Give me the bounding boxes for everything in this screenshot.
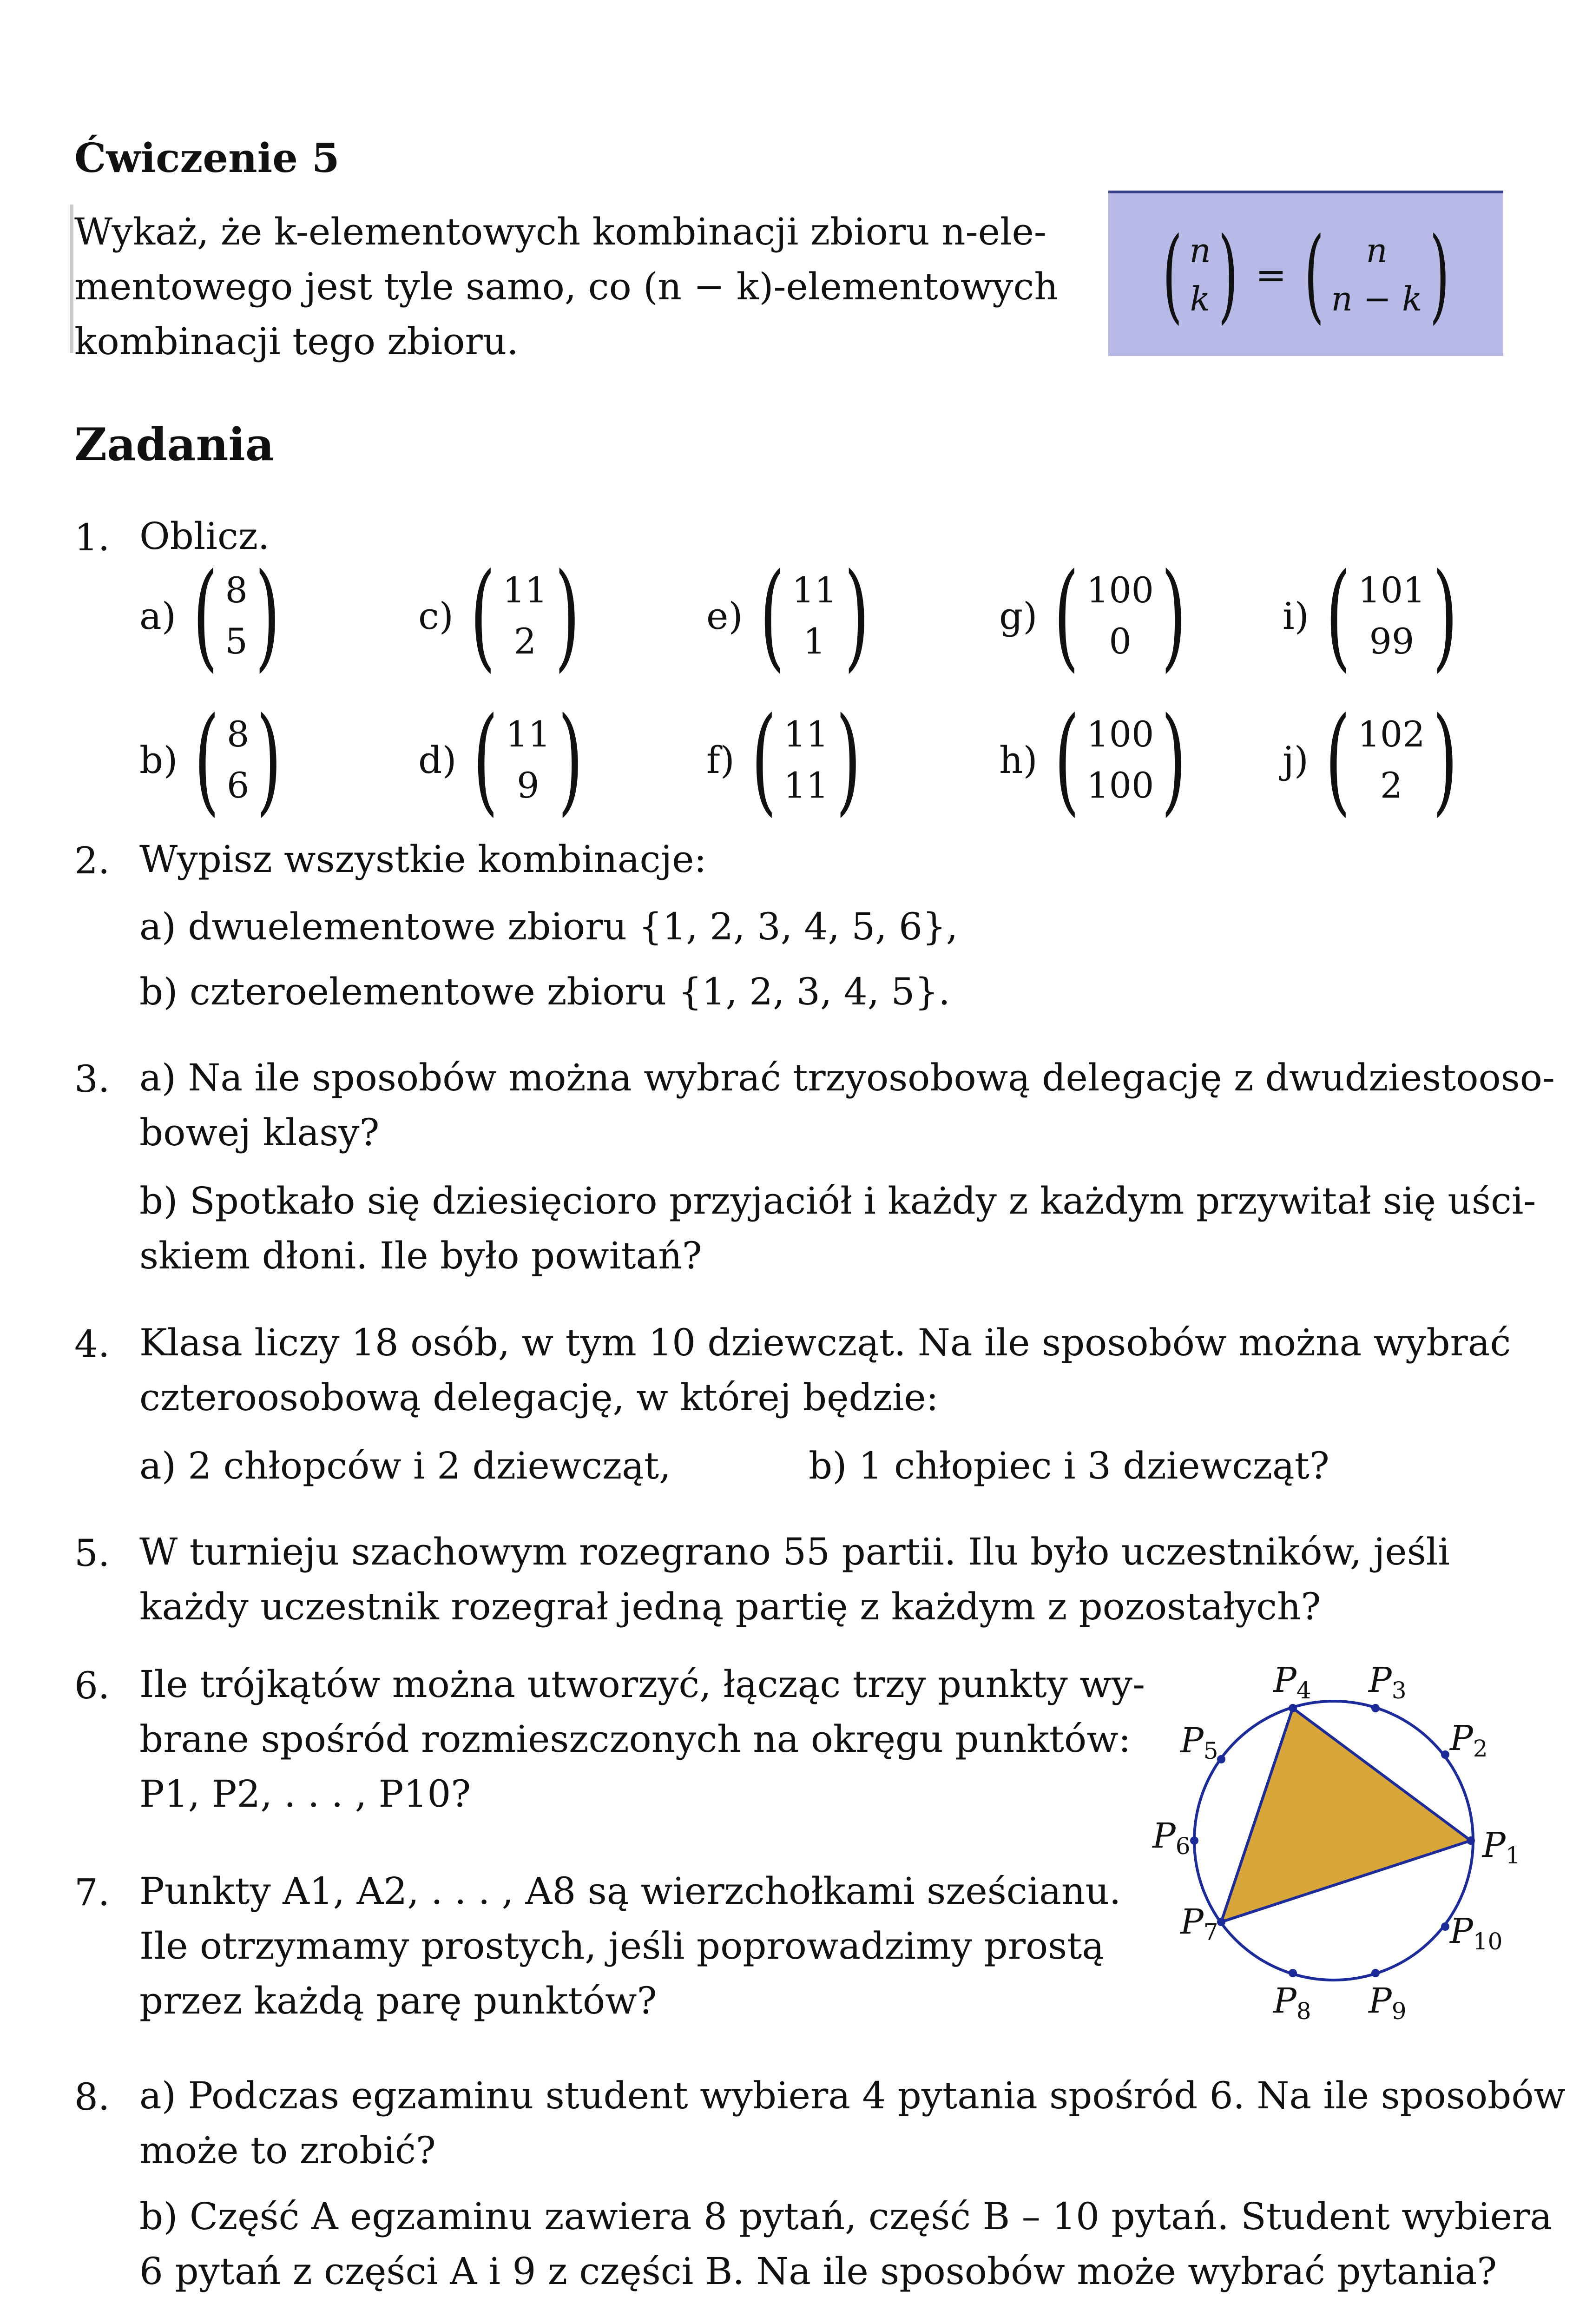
binom-e: e) ( 11 1 ) [706, 548, 869, 683]
label-p7: P7 [1180, 1902, 1218, 1946]
task5-number: 5. [74, 1532, 110, 1575]
task1-text: Oblicz. [139, 515, 270, 558]
formula-right-top: n [1366, 231, 1388, 270]
task7-line-2: Ile otrzymamy prostych, jeśli poprowadzimy prostą [139, 1924, 1105, 1967]
task7-line-1: Punkty A1, A2, . . . , A8 są wierzchołkami sześcianu. [139, 1869, 1121, 1913]
task3-b-line-1: b) Spotkało się dziesięcioro przyjaciół i każdy z każdym przywitał się uści- [139, 1179, 1536, 1222]
task2-b: b) czteroelementowe zbioru {1, 2, 3, 4, 5}. [139, 970, 950, 1013]
task3-a-line-1: a) Na ile sposobów można wybrać trzyosobową delegację z dwudziestooso- [139, 1056, 1555, 1099]
exercise-line-2: mentowego jest tyle samo, co (n − k)-elementowych [74, 265, 1058, 308]
triangle [1221, 1708, 1471, 1922]
point-p1 [1467, 1836, 1475, 1845]
task3-b-line-2: skiem dłoni. Ile było powitań? [139, 1234, 702, 1277]
binom-h: h) ( 100 100 ) [999, 692, 1186, 827]
task8-number: 8. [74, 2075, 110, 2119]
task4-number: 4. [74, 1322, 110, 1366]
formula-left-bottom: k [1190, 279, 1211, 318]
point-p4 [1289, 1704, 1297, 1712]
task6-number: 6. [74, 1664, 110, 1707]
formula-equals: = [1255, 253, 1287, 297]
task7-line-3: przez każdą parę punktów? [139, 1979, 657, 2022]
task2-a: a) dwuelementowe zbioru {1, 2, 3, 4, 5, 6}, [139, 905, 958, 948]
task5-line-2: każdy uczestnik rozegrał jedną partię z każdym z pozostałych? [139, 1585, 1321, 1628]
formula-left-top: n [1189, 231, 1211, 270]
label-p6: P6 [1152, 1816, 1191, 1860]
task8-b-line-1: b) Część A egzaminu zawiera 8 pytań, część B – 10 pytań. Student wybiera [139, 2195, 1552, 2238]
point-p7 [1217, 1918, 1225, 1926]
label-p10: P10 [1450, 1911, 1503, 1955]
binom-j: j) ( 102 2 ) [1283, 692, 1458, 827]
circle-triangle-figure [1125, 1655, 1543, 2054]
exercise-line-1: Wykaż, że k-elementowych kombinacji zbioru n-ele- [74, 210, 1046, 253]
point-p5 [1217, 1755, 1225, 1763]
binom-a: a) ( 8 5 ) [139, 548, 280, 683]
task4-line-1: Klasa liczy 18 osób, w tym 10 dziewcząt. Na ile sposobów można wybrać [139, 1321, 1511, 1364]
task1-number: 1. [74, 516, 110, 559]
exercise-bar [70, 205, 73, 353]
point-p6 [1190, 1836, 1198, 1845]
task3-number: 3. [74, 1057, 110, 1101]
task4-b: b) 1 chłopiec i 3 dziewcząt? [809, 1444, 1329, 1487]
task8-b-line-2: 6 pytań z części A i 9 z części B. Na ile sposobów może wybrać pytania? [139, 2250, 1497, 2293]
task4-a: a) 2 chłopców i 2 dziewcząt, [139, 1444, 671, 1487]
task6-line-2: brane spośród rozmieszczonych na okręgu punktów: [139, 1717, 1131, 1761]
binom-i: i) ( 101 99 ) [1283, 548, 1458, 683]
exercise-title: Ćwiczenie 5 [74, 135, 340, 182]
point-p2 [1441, 1750, 1449, 1759]
label-p9: P9 [1369, 1981, 1407, 2025]
label-p2: P2 [1450, 1718, 1488, 1762]
task6-line-1: Ile trójkątów można utworzyć, łącząc trzy punkty wy- [139, 1663, 1145, 1706]
task8-a-line-2: może to zrobić? [139, 2129, 436, 2172]
binom-f: f) ( 11 11 ) [706, 692, 861, 827]
exercise-line-3: kombinacji tego zbioru. [74, 320, 519, 363]
task2-number: 2. [74, 839, 110, 882]
task4-line-2: czteroosobową delegację, w której będzie: [139, 1376, 939, 1419]
task3-a-line-2: bowej klasy? [139, 1111, 380, 1154]
point-p3 [1371, 1704, 1380, 1712]
task7-number: 7. [74, 1871, 110, 1914]
point-p10 [1441, 1922, 1449, 1931]
point-p8 [1289, 1969, 1297, 1977]
binom-d: d) ( 11 9 ) [418, 692, 583, 827]
tasks-heading: Zadania [74, 418, 275, 471]
label-p3: P3 [1369, 1660, 1407, 1704]
formula-right-bottom: n − k [1331, 279, 1422, 318]
label-p1: P1 [1482, 1825, 1520, 1869]
task2-text: Wypisz wszystkie kombinacje: [139, 838, 707, 881]
binom-b: b) ( 8 6 ) [139, 692, 282, 827]
point-p9 [1371, 1969, 1380, 1977]
label-p4: P4 [1273, 1660, 1311, 1704]
task6-line-3: P1, P2, . . . , P10? [139, 1772, 471, 1816]
binom-c: c) ( 11 2 ) [418, 548, 580, 683]
formula-box: ( n k ) = ( n n − k ) [1108, 191, 1503, 356]
task8-a-line-1: a) Podczas egzaminu student wybiera 4 pytania spośród 6. Na ile sposobów [139, 2074, 1566, 2117]
binom-g: g) ( 100 0 ) [999, 548, 1186, 683]
label-p8: P8 [1273, 1981, 1311, 2025]
label-p5: P5 [1180, 1721, 1218, 1764]
task5-line-1: W turnieju szachowym rozegrano 55 partii. Ilu było uczestników, jeśli [139, 1530, 1450, 1573]
